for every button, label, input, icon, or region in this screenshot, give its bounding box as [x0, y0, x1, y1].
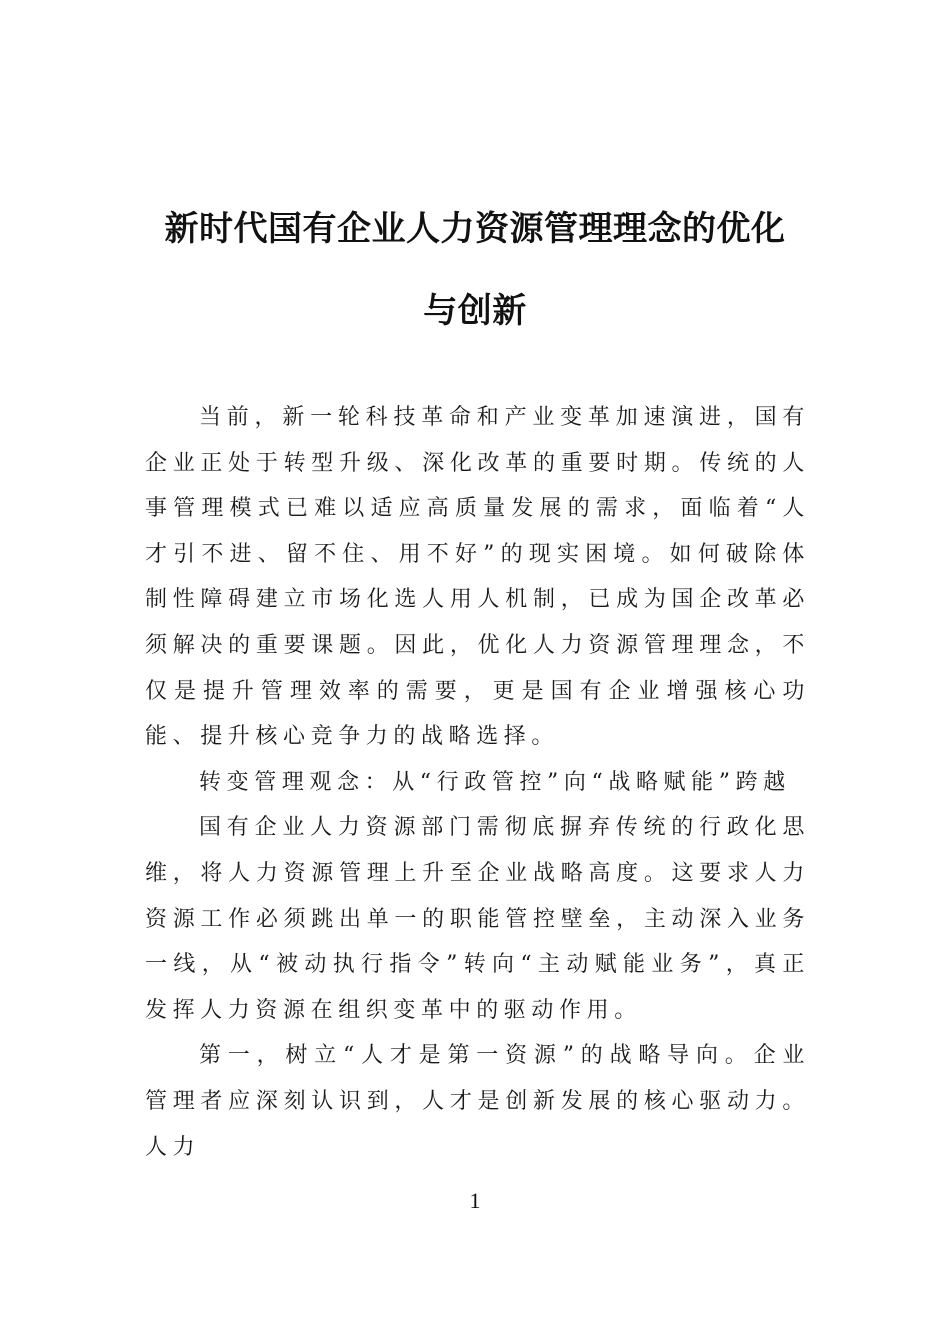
- page-number: 1: [469, 1188, 481, 1213]
- paragraph-first-point: 第一，树立“人才是第一资源”的战略导向。企业管理者应深刻认识到，人才是创新发展的核心驱动力。人力: [145, 1043, 810, 1160]
- section-heading: 转变管理观念：从“行政管控”向“战略赋能”跨越: [199, 769, 791, 795]
- title-line-1: 新时代国有企业人力资源管理理念的优化: [164, 209, 786, 249]
- paragraph-section: 国有企业人力资源部门需彻底摒弃传统的行政化思维，将人力资源管理上升至企业战略高度。这要求人力资源工作必须跳出单一的职能管控壁垒，主动深入业务一线，从“被动执行指令”转向“主动赋能业务”，真正发挥人力资源在组织变革中的驱动作用。: [145, 815, 810, 1023]
- paragraph-intro: 当前，新一轮科技革命和产业变革加速演进，国有企业正处于转型升级、深化改革的重要时期。传统的人事管理模式已难以适应高质量发展的需求，面临着“人才引不进、留不住、用不好”的现实困境。如何破除体制性障碍建立市场化选人用人机制，已成为国企改革必须解决的重要课题。因此，优化人力资源管理理念，不仅是提升管理效率的需要，更是国有企业增强核心功能、提升核心竞争力的战略选择。: [145, 405, 810, 750]
- document-title: [140, 188, 810, 352]
- title-line-2: 与创新: [423, 291, 527, 331]
- document-body: [145, 395, 810, 1170]
